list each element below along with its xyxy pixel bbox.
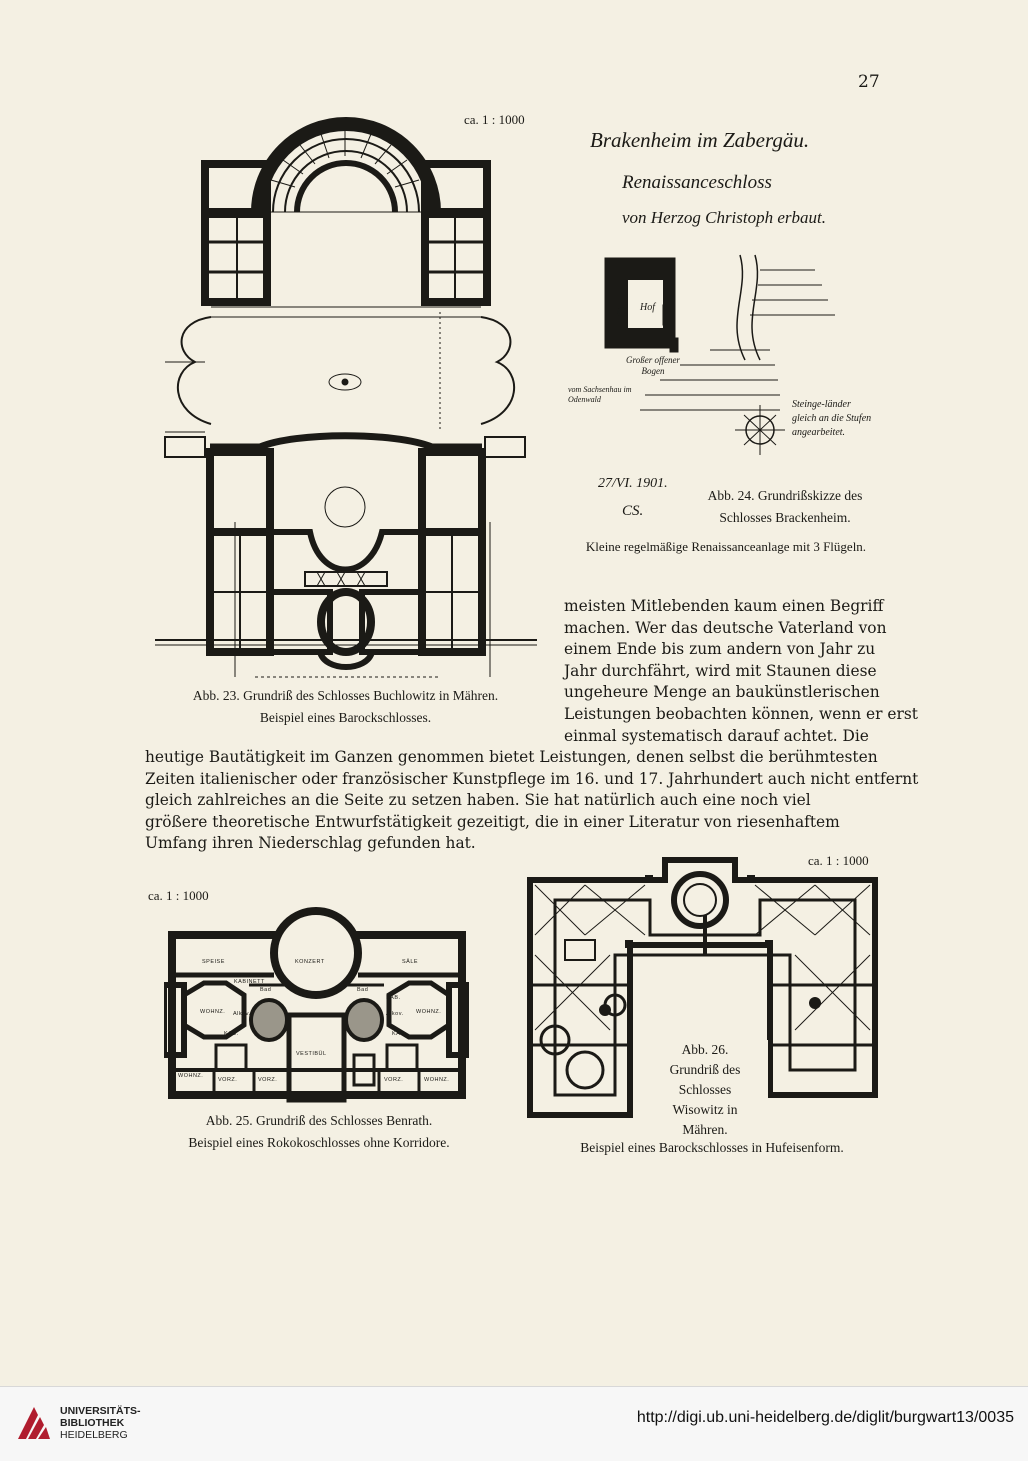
room-label: KAB.: [386, 995, 401, 1001]
hof-label: Hof: [640, 302, 655, 313]
fig23-caption-line1: Abb. 23. Grundriß des Schlosses Buchlowitz in Mähren.: [192, 688, 499, 703]
room-label: SÄLE: [402, 959, 419, 965]
fig26-inset-line: Abb. 26.: [681, 1042, 729, 1057]
fig25-scale: ca. 1 : 1000: [148, 888, 209, 903]
body-line: größere theoretische Entwurfstätigkeit gezeitigt, die in einer Literatur von riesenhaftem: [145, 812, 840, 831]
room-label: WOHNZ.: [200, 1009, 226, 1015]
fig24-caption-line3: Kleine regelmäßige Renaissanceanlage mit 3 Flügeln.: [585, 539, 867, 554]
logo-line: BIBLIOTHEK: [60, 1417, 125, 1429]
aussicht-note: vom Sachsenhau im Odenwald: [568, 385, 632, 404]
fig26-inset-line: Wisowitz in: [672, 1102, 738, 1117]
logo-line: HEIDELBERG: [60, 1429, 128, 1441]
body-line: Zeiten italienischer oder französischer Kunstpflege im 16. und 17. Jahrhundert auch nicht entfernt: [145, 769, 919, 788]
gelaender-note: Steinge-länder gleich an die Stufen angearbeitet.: [792, 399, 872, 438]
permalink-url[interactable]: http://digi.ub.uni-heidelberg.de/diglit/burgwart13/0035: [636, 1409, 1014, 1426]
fig26-inset-line: Mähren.: [682, 1122, 728, 1137]
handwriting-builder: von Herzog Christoph erbaut.: [622, 208, 826, 227]
university-library-name: [60, 1405, 141, 1441]
room-label: KONZERT: [295, 959, 325, 965]
fig26-scale: ca. 1 : 1000: [808, 853, 869, 868]
room-label: KAB.: [392, 1031, 407, 1037]
footer-bar: [0, 1386, 1028, 1461]
fig26-inset-line: Schlosses: [678, 1082, 732, 1097]
body-line: einmal systematisch darauf achtet. Die: [564, 726, 869, 745]
body-line: Umfang ihren Niederschlag gefunden hat.: [145, 834, 476, 853]
body-text-full-width: [145, 747, 919, 855]
fig24-sketch-drawing: [560, 250, 890, 490]
room-label: Alkov.: [386, 1011, 404, 1017]
fig26-inset-line: Grundriß des: [669, 1062, 741, 1077]
fig23-caption-line2: Beispiel eines Barockschlosses.: [259, 710, 432, 725]
room-label: WOHNZ.: [416, 1009, 442, 1015]
body-line: machen. Wer das deutsche Vaterland von: [564, 618, 887, 637]
fig26-inset-caption: [645, 1040, 765, 1140]
page-number: 27: [858, 72, 880, 92]
fig24-caption-line2: Schlosses Brackenheim.: [719, 510, 851, 525]
body-line: einem Ende bis zum andern von Jahr zu: [564, 640, 876, 659]
fig25-caption: [150, 1110, 488, 1154]
room-label: VESTIBÜL: [296, 1051, 327, 1057]
university-library-logo-icon: [14, 1403, 54, 1443]
body-line: gleich zahlreiches an die Seite zu setzen haben. Sie hat natürlich auch eine noch viel: [145, 791, 811, 810]
body-line: Leistungen beobachten können, wenn er erst: [564, 704, 918, 723]
body-line: Jahr durchfährt, wird mit Staunen diese: [564, 661, 877, 680]
fig25-caption-line2: Beispiel eines Rokokoschlosses ohne Korridore.: [188, 1135, 450, 1150]
sketch-initial: CS.: [622, 503, 644, 519]
room-label: Bad: [260, 987, 272, 993]
room-label: WOHNZ.: [178, 1073, 204, 1079]
sketch-date: 27/VI. 1901.: [598, 476, 668, 491]
fig26-caption: Beispiel eines Barockschlosses in Hufeisenform.: [580, 1140, 844, 1155]
bogen-note: Großer offener Bogen: [626, 355, 680, 376]
room-label: WOHNZ.: [424, 1077, 450, 1083]
fig25-caption-line1: Abb. 25. Grundriß des Schlosses Benrath.: [205, 1113, 433, 1128]
room-label: KAB.: [224, 1031, 239, 1037]
body-text-right-column: [564, 596, 918, 747]
body-line: heutige Bautätigkeit im Ganzen genommen bietet Leistungen, denen selbst die berühmtesten: [145, 748, 878, 766]
fig24-caption-line1: Abb. 24. Grundrißskizze des: [707, 488, 863, 503]
logo-line: UNIVERSITÄTS-: [60, 1405, 141, 1417]
room-label: Bad: [357, 987, 369, 993]
handwriting-title: Brakenheim im Zabergäu.: [590, 128, 810, 152]
room-label: KABINETT: [234, 979, 265, 985]
handwriting-subtitle: Renaissanceschloss: [622, 172, 772, 193]
room-label: VORZ.: [384, 1077, 404, 1083]
fig23-scale: ca. 1 : 1000: [464, 112, 525, 127]
body-line: ungeheure Menge an baukünstlerischen: [564, 683, 880, 702]
fig23-floor-plan: [145, 112, 545, 687]
fig24-caption: [680, 485, 890, 529]
room-label: Alkov.: [233, 1011, 251, 1017]
room-label: SPEISE: [202, 959, 225, 965]
fig23-caption: [148, 685, 543, 729]
fig25-floor-plan: [164, 905, 469, 1105]
room-label: VORZ.: [258, 1077, 278, 1083]
room-label: VORZ.: [218, 1077, 238, 1083]
body-line: meisten Mitlebenden kaum einen Begriff: [564, 597, 884, 615]
